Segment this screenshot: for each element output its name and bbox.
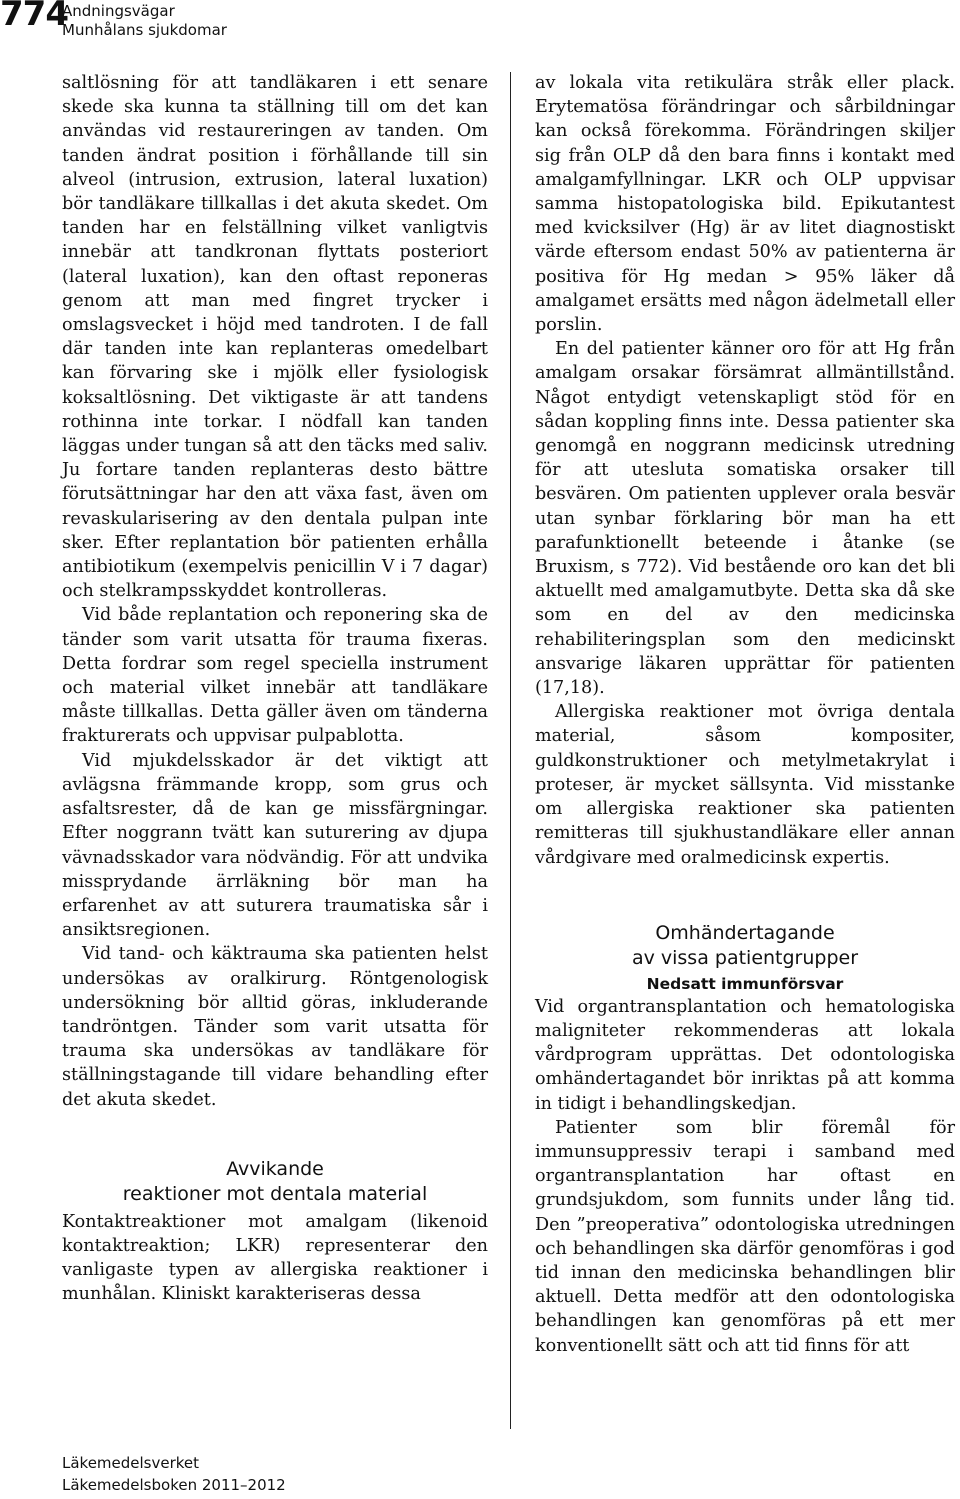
left-column [62, 71, 488, 1307]
section-heading-line: av vissa patientgrupper [631, 946, 859, 969]
footer-publisher: Läkemedelsverket [62, 1454, 200, 1472]
body-paragraph: En del patienter känner oro för att Hg från amalgam orsakar försämrat allmäntillstånd. Något entydigt vetenskapligt stöd för en sådan koppling finns inte. Dessa patienter ska genomgå en noggrann medicinsk utredning för att utesluta somatiska orsaker till besvären. Om patienten upplever orala besvär utan synbar förklaring bör man ha ett parafunktionellt beteende i åtanke (se Bruxism, s 772). Vid bestående oro kan det bli aktuellt med amalgamutbyte. Detta ska då ske som en del av den medicinska rehabiliteringsplan som den medicinskt ansvarige läkaren upprättar för patienten (17,18). [535, 339, 955, 699]
body-paragraph: Patienter som blir föremål för immunsuppressiv terapi i samband med organtransplantation har oftast en grundsjukdom, som funnits under lång tid. Den ”preoperativa” odontologiska utredningen och behandlingen ska därför genomföras i god tid innan den medicinska behandlingen blir aktuell. Detta medför att den odontologiska behandlingen kan genomföras på ett mer konventionellt sätt och att tid finns för att [535, 1117, 955, 1356]
section-heading-patient-groups [535, 921, 955, 971]
footer-book-title: Läkemedelsboken 2011–2012 [62, 1476, 286, 1494]
body-paragraph: Vid tand- och käktrauma ska patienten helst undersökas av oralkirurg. Röntgenologisk undersökning bör alltid göras, inkluderande tandröntgen. Tänder som varit utsatta för trauma ska undersökas av tandläkare för ställningstagande till vidare behandling efter det akuta skedet. [62, 944, 488, 1110]
body-paragraph: Vid både replantation och reponering ska de tänder som varit utsatta för trauma fixeras. Detta fordrar som regel speciella instrument och material vilket innebär att tandläkare måste tillkallas. Detta gäller även om tänderna frakturerats och uppvisar pulpablotta. [62, 605, 488, 747]
section-heading-line: Avvikande [226, 1157, 324, 1180]
page-footer [62, 1452, 286, 1496]
section-heading-line: Omhändertagande [655, 921, 835, 944]
body-paragraph: Vid mjukdelsskador är det viktigt att avlägsna främmande kropp, som grus och asfaltsrester, då de kan ge missfärgningar. Efter noggrann tvätt kan suturering av djupa vävnadsskador vara nödvändig. För att undvika missprydande ärrläkning bör man ha erfarenhet av att suturera traumatiska sår i ansiktsregionen. [62, 750, 488, 941]
section-heading-line: reaktioner mot dentala material [122, 1182, 428, 1205]
right-column [535, 71, 955, 1358]
body-paragraph: av lokala vita retikulära stråk eller plack. Erytematösa förändringar och sårbildningar kan också förekomma. Förändringen skiljer sig från OLP då den bara finns i kontakt med amalgamfyllningar. LKR och OLP uppvisar samma histopatologiska bild. Epikutantest med kvicksilver (Hg) är av litet diagnostiskt värde eftersom endast 50% av patienterna är positiva för Hg medan > 95% läker då amalgamet ersätts med någon ädelmetall eller porslin. [535, 73, 955, 336]
body-paragraph: Kontaktreaktioner mot amalgam (likenoid kontaktreaktion; LKR) representerar den vanligaste typen av allergiska reaktioner i munhålan. Kliniskt karakteriseras dessa [62, 1211, 488, 1305]
body-paragraph: Vid organtransplantation och hematologiska maligniteter rekommenderas att lokala vårdprogram upprättas. Det odontologiska omhändertagandet bör inriktas på att komma in tidigt i behandlingskedjan. [535, 996, 955, 1114]
subheading-immune-deficiency: Nedsatt immunförsvar [646, 974, 844, 993]
section-heading-dental-materials [62, 1157, 488, 1207]
running-subtitle: Munhålans sjukdomar [62, 21, 227, 39]
running-title: Andningsvägar [62, 2, 175, 20]
body-paragraph: Allergiska reaktioner mot övriga dentala material, såsom kompositer, guldkonstruktioner och metylmetakrylat i proteser, är mycket sällsynta. Vid misstanke om allergiska reaktioner ska patienten remitteras till sjukhustandläkare eller annan vårdgivare med oralmedicinsk expertis. [535, 702, 955, 868]
body-paragraph: saltlösning för att tandläkaren i ett senare skede ska kunna ta ställning till om det kan användas vid restaureringen av tanden. Om tanden ändrat position i förhållande till sin alveol (intrusion, extrusion, lateral luxation) bör tandläkare tillkallas i det akuta skedet. Om tanden har en felställning vilket vanligtvis innebär att tandkronan flyttats posteriort (lateral luxation), kan den oftast reponeras genom att man med fingret trycker i omslagsvecket i höjd med tandroten. I de fall där tanden inte kan replanteras omedelbart kan förvaring ske i mjölk eller fysiologisk koksaltlösning. Det viktigaste är att tandens rothinna inte torkar. I nödfall kan tanden läggas under tungan så att den täcks med saliv. Ju fortare tanden replanteras desto bättre förutsättningar har den att växa fast, även om revaskularisering av den dentala pulpan inte sker. Efter replantation bör patienten erhålla antibiotikum (exempelvis penicillin V i 7 dagar) och stelkrampsskyddet kontrolleras. [62, 73, 488, 602]
column-divider [510, 72, 511, 1429]
page-number: 774 [0, 0, 68, 34]
